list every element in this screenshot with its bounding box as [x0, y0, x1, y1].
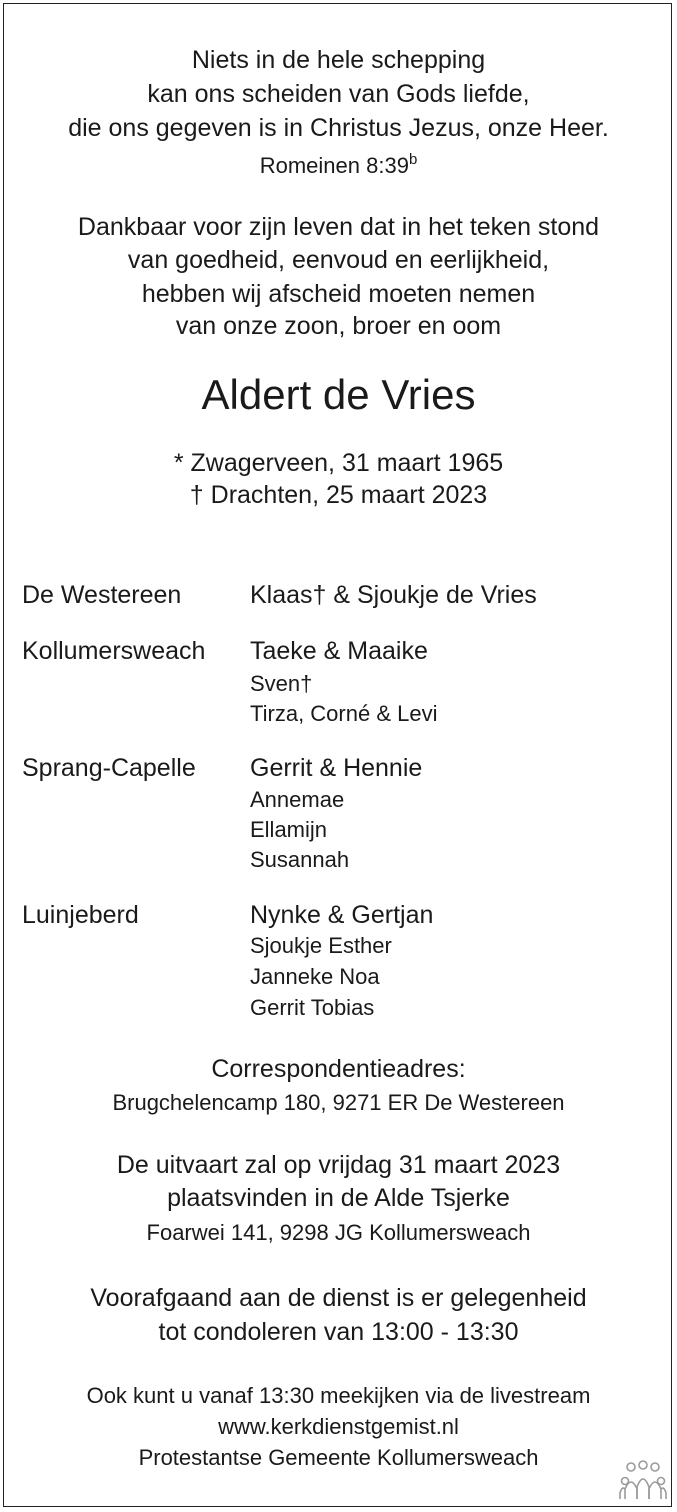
people-group-icon [619, 1459, 667, 1501]
family-child: Ellamijn [250, 817, 328, 842]
family-place-3: Sprang-Capelle [22, 754, 196, 782]
verse-reference: Romeinen 8:39$^b$ [259, 151, 418, 178]
family-child: Sjoukje Esther [250, 933, 392, 958]
family-child: Annemae [250, 787, 345, 812]
condolence-line-1: Voorafgaand aan de dienst is er gelegenheid [90, 1284, 587, 1312]
family-child: Janneke Noa [250, 964, 380, 989]
family-names-2: Taeke & Maaike [250, 637, 428, 665]
livestream-line-3: Protestantse Gemeente Kollumersweach [138, 1445, 539, 1470]
family-child: Susannah [250, 847, 350, 872]
intro-line-3: hebben wij afscheid moeten nemen [141, 280, 536, 308]
death-line: † Drachten, 25 maart 2023 [189, 481, 488, 509]
intro-line-4: van onze zoon, broer en oom [175, 312, 502, 340]
intro-line-2: van goedheid, eenvoud en eerlijkheid, [127, 246, 550, 274]
verse-line-3: die ons gegeven is in Christus Jezus, onze Heer. [68, 114, 609, 142]
funeral-line-2: plaatsvinden in de Alde Tsjerke [167, 1184, 510, 1212]
family-child: Tirza, Corné & Levi [250, 701, 438, 726]
verse-line-2: kan ons scheiden van Gods liefde, [147, 80, 530, 108]
family-child: Sven† [250, 671, 313, 696]
birth-line: * Zwagerveen, 31 maart 1965 [173, 449, 504, 477]
funeral-line-1: De uitvaart zal op vrijdag 31 maart 2023 [116, 1151, 561, 1179]
livestream-line-1: Ook kunt u vanaf 13:30 meekijken via de livestream [86, 1383, 591, 1408]
correspondence-address: Brugchelencamp 180, 9271 ER De Westereen [112, 1090, 565, 1115]
intro-line-1: Dankbaar voor zijn leven dat in het teken stond [77, 213, 600, 241]
family-place-1: De Westereen [22, 581, 182, 609]
family-names-4: Nynke & Gertjan [250, 901, 434, 929]
condolence-line-2: tot condoleren van 13:00 - 13:30 [158, 1318, 519, 1346]
verse-line-1: Niets in de hele schepping [191, 46, 486, 74]
family-place-4: Luinjeberd [22, 901, 139, 929]
livestream-url[interactable]: www.kerkdienstgemist.nl [218, 1414, 459, 1439]
family-names-3: Gerrit & Hennie [250, 754, 423, 782]
funeral-address: Foarwei 141, 9298 JG Kollumersweach [146, 1220, 531, 1245]
correspondence-label: Correspondentieadres: [211, 1055, 466, 1083]
family-child: Gerrit Tobias [250, 995, 375, 1020]
deceased-name: Aldert de Vries [201, 371, 476, 418]
family-place-2: Kollumersweach [22, 637, 206, 665]
family-names-1: Klaas† & Sjoukje de Vries [250, 581, 537, 609]
